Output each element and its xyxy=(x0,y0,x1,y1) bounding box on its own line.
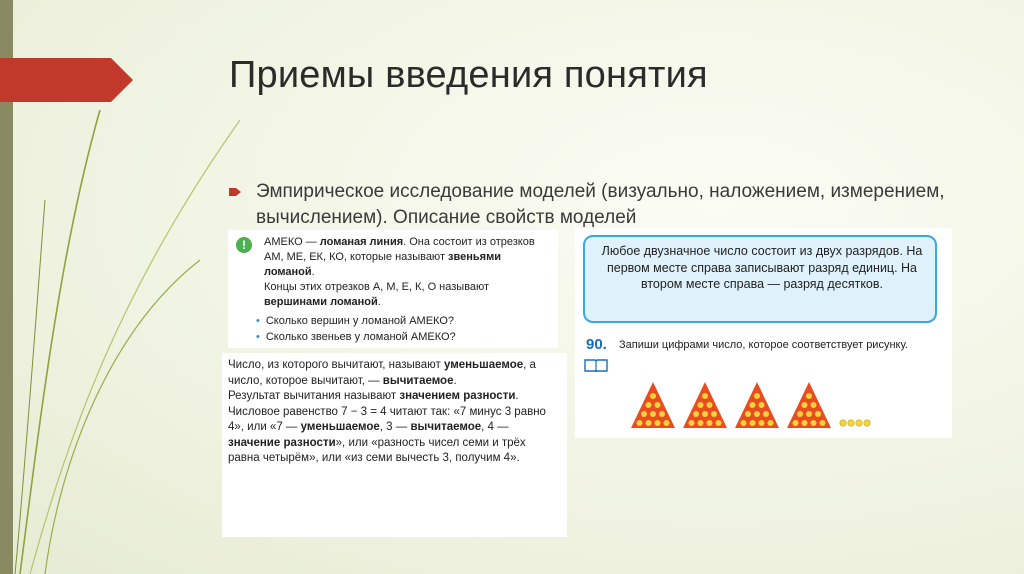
triangle-dot xyxy=(711,411,717,417)
triangle-dot xyxy=(637,420,643,426)
triangle-dot xyxy=(689,420,695,426)
triangle-dot xyxy=(759,420,765,426)
term-subtrahend: вычитаемое xyxy=(382,374,454,387)
triangle-dot xyxy=(664,420,670,426)
triangle-dot xyxy=(702,393,708,399)
exclamation-icon: ! xyxy=(236,237,252,253)
term-minuend: уменьшаемое xyxy=(300,421,380,433)
ten-triangle xyxy=(683,382,727,428)
question-text: Сколько звеньев у ломаной АМЕКО? xyxy=(265,331,456,343)
triangle-dot xyxy=(815,411,821,417)
text-fragment: АМЕКО — xyxy=(264,236,320,248)
triangle-dot xyxy=(650,411,656,417)
bullet-dot-icon: • xyxy=(256,331,260,343)
unit-dot xyxy=(840,420,846,426)
subtraction-panel xyxy=(222,353,567,537)
question-text: Сколько вершин у ломаной АМЕКО? xyxy=(265,315,455,327)
triangle-dot xyxy=(655,402,661,408)
arrow-bullet-icon xyxy=(229,186,241,198)
text-fragment: , 4 — xyxy=(481,421,509,433)
triangle-dot xyxy=(716,420,722,426)
digits-panel xyxy=(575,228,952,438)
triangle-dot xyxy=(793,420,799,426)
text-fragment: . xyxy=(515,390,519,402)
term-polyline: ломаная линия xyxy=(319,236,404,248)
triangle-dot xyxy=(698,420,704,426)
bullet-text: Эмпирическое исследование моделей (визуально, наложением, измерением, вычислением). Описание свойств моделей xyxy=(256,181,945,228)
task-number: 90. xyxy=(586,336,607,353)
triangle-dot xyxy=(698,402,704,408)
text-fragment: », или «разность чисел семи и трёх равна четырём», или «из семи вычесть 3, получим 4». xyxy=(228,436,526,464)
triangle-dot xyxy=(820,420,826,426)
text-fragment: . xyxy=(311,266,315,278)
triangle-dot xyxy=(707,420,713,426)
term-difference: значение разности xyxy=(228,436,336,449)
triangle-dot xyxy=(659,411,665,417)
triangle-dot xyxy=(754,411,760,417)
triangle-dot xyxy=(707,402,713,408)
triangle-dot xyxy=(655,420,661,426)
polyline-definition xyxy=(264,235,550,310)
triangle-dot xyxy=(806,393,812,399)
term-links: звеньями ломаной xyxy=(264,251,501,278)
ten-triangle xyxy=(787,382,831,428)
text-fragment: . xyxy=(377,296,381,308)
triangle-dot xyxy=(802,420,808,426)
triangle-dot xyxy=(745,411,751,417)
triangle-dot xyxy=(797,411,803,417)
unit-dot xyxy=(848,420,854,426)
triangle-dot xyxy=(768,420,774,426)
subtraction-text xyxy=(228,358,558,467)
triangle-dot xyxy=(811,402,817,408)
triangle-dot xyxy=(693,411,699,417)
rule-box xyxy=(583,235,937,323)
triangle-dot xyxy=(650,393,656,399)
bullet-dot-icon: • xyxy=(256,315,260,327)
triangle-dot xyxy=(754,393,760,399)
unit-dot xyxy=(856,420,862,426)
slide-title: Приемы введения понятия xyxy=(229,54,708,96)
ten-triangle xyxy=(735,382,779,428)
text-fragment: , 3 — xyxy=(379,421,411,433)
triangle-dot xyxy=(806,411,812,417)
question-item xyxy=(256,314,546,329)
triangle-dot xyxy=(646,420,652,426)
triangle-dot xyxy=(702,411,708,417)
text-fragment: Результат вычитания называют xyxy=(228,390,400,402)
triangle-dot xyxy=(750,402,756,408)
triangle-dot xyxy=(741,420,747,426)
text-fragment: Число, из которого вычитают, называют xyxy=(228,359,444,371)
triangle-dot xyxy=(811,420,817,426)
term-subtrahend: вычитаемое xyxy=(410,421,482,433)
text-fragment: , а число, которое вычитают, — xyxy=(228,359,536,387)
triangle-dot xyxy=(759,402,765,408)
notebook-icon xyxy=(584,358,608,372)
triangle-dot xyxy=(802,402,808,408)
task-text: Запиши цифрами число, которое соответствует рисунку. xyxy=(619,339,908,351)
text-fragment: Концы этих отрезков А, М, Е, К, О называют xyxy=(264,281,490,293)
rule-text: Любое двузначное число состоит из двух разрядов. На первом месте справа записывают разряд единиц. На втором месте справа — разряд десятков. xyxy=(601,244,923,291)
triangles-picture xyxy=(629,376,889,432)
triangle-dot xyxy=(750,420,756,426)
term-difference: значением разности xyxy=(399,390,516,402)
ten-triangle xyxy=(631,382,675,428)
question-item xyxy=(256,330,546,345)
triangle-dot xyxy=(763,411,769,417)
triangle-dot xyxy=(646,402,652,408)
unit-dot xyxy=(864,420,870,426)
polyline-panel xyxy=(228,230,558,348)
text-fragment: . Она состоит из отрезков АМ, МЕ, ЕК, КО, которые называют xyxy=(264,236,535,263)
text-fragment: . xyxy=(453,374,457,387)
term-vertices: вершинами ломаной xyxy=(264,296,378,308)
term-minuend: уменьшаемое xyxy=(443,359,524,371)
text-fragment: Числовое равенство 7 − 3 = 4 читают так: «7 минус 3 равно 4», или «7 — xyxy=(228,405,546,433)
title-arrow-banner xyxy=(0,58,133,102)
triangle-dot xyxy=(641,411,647,417)
